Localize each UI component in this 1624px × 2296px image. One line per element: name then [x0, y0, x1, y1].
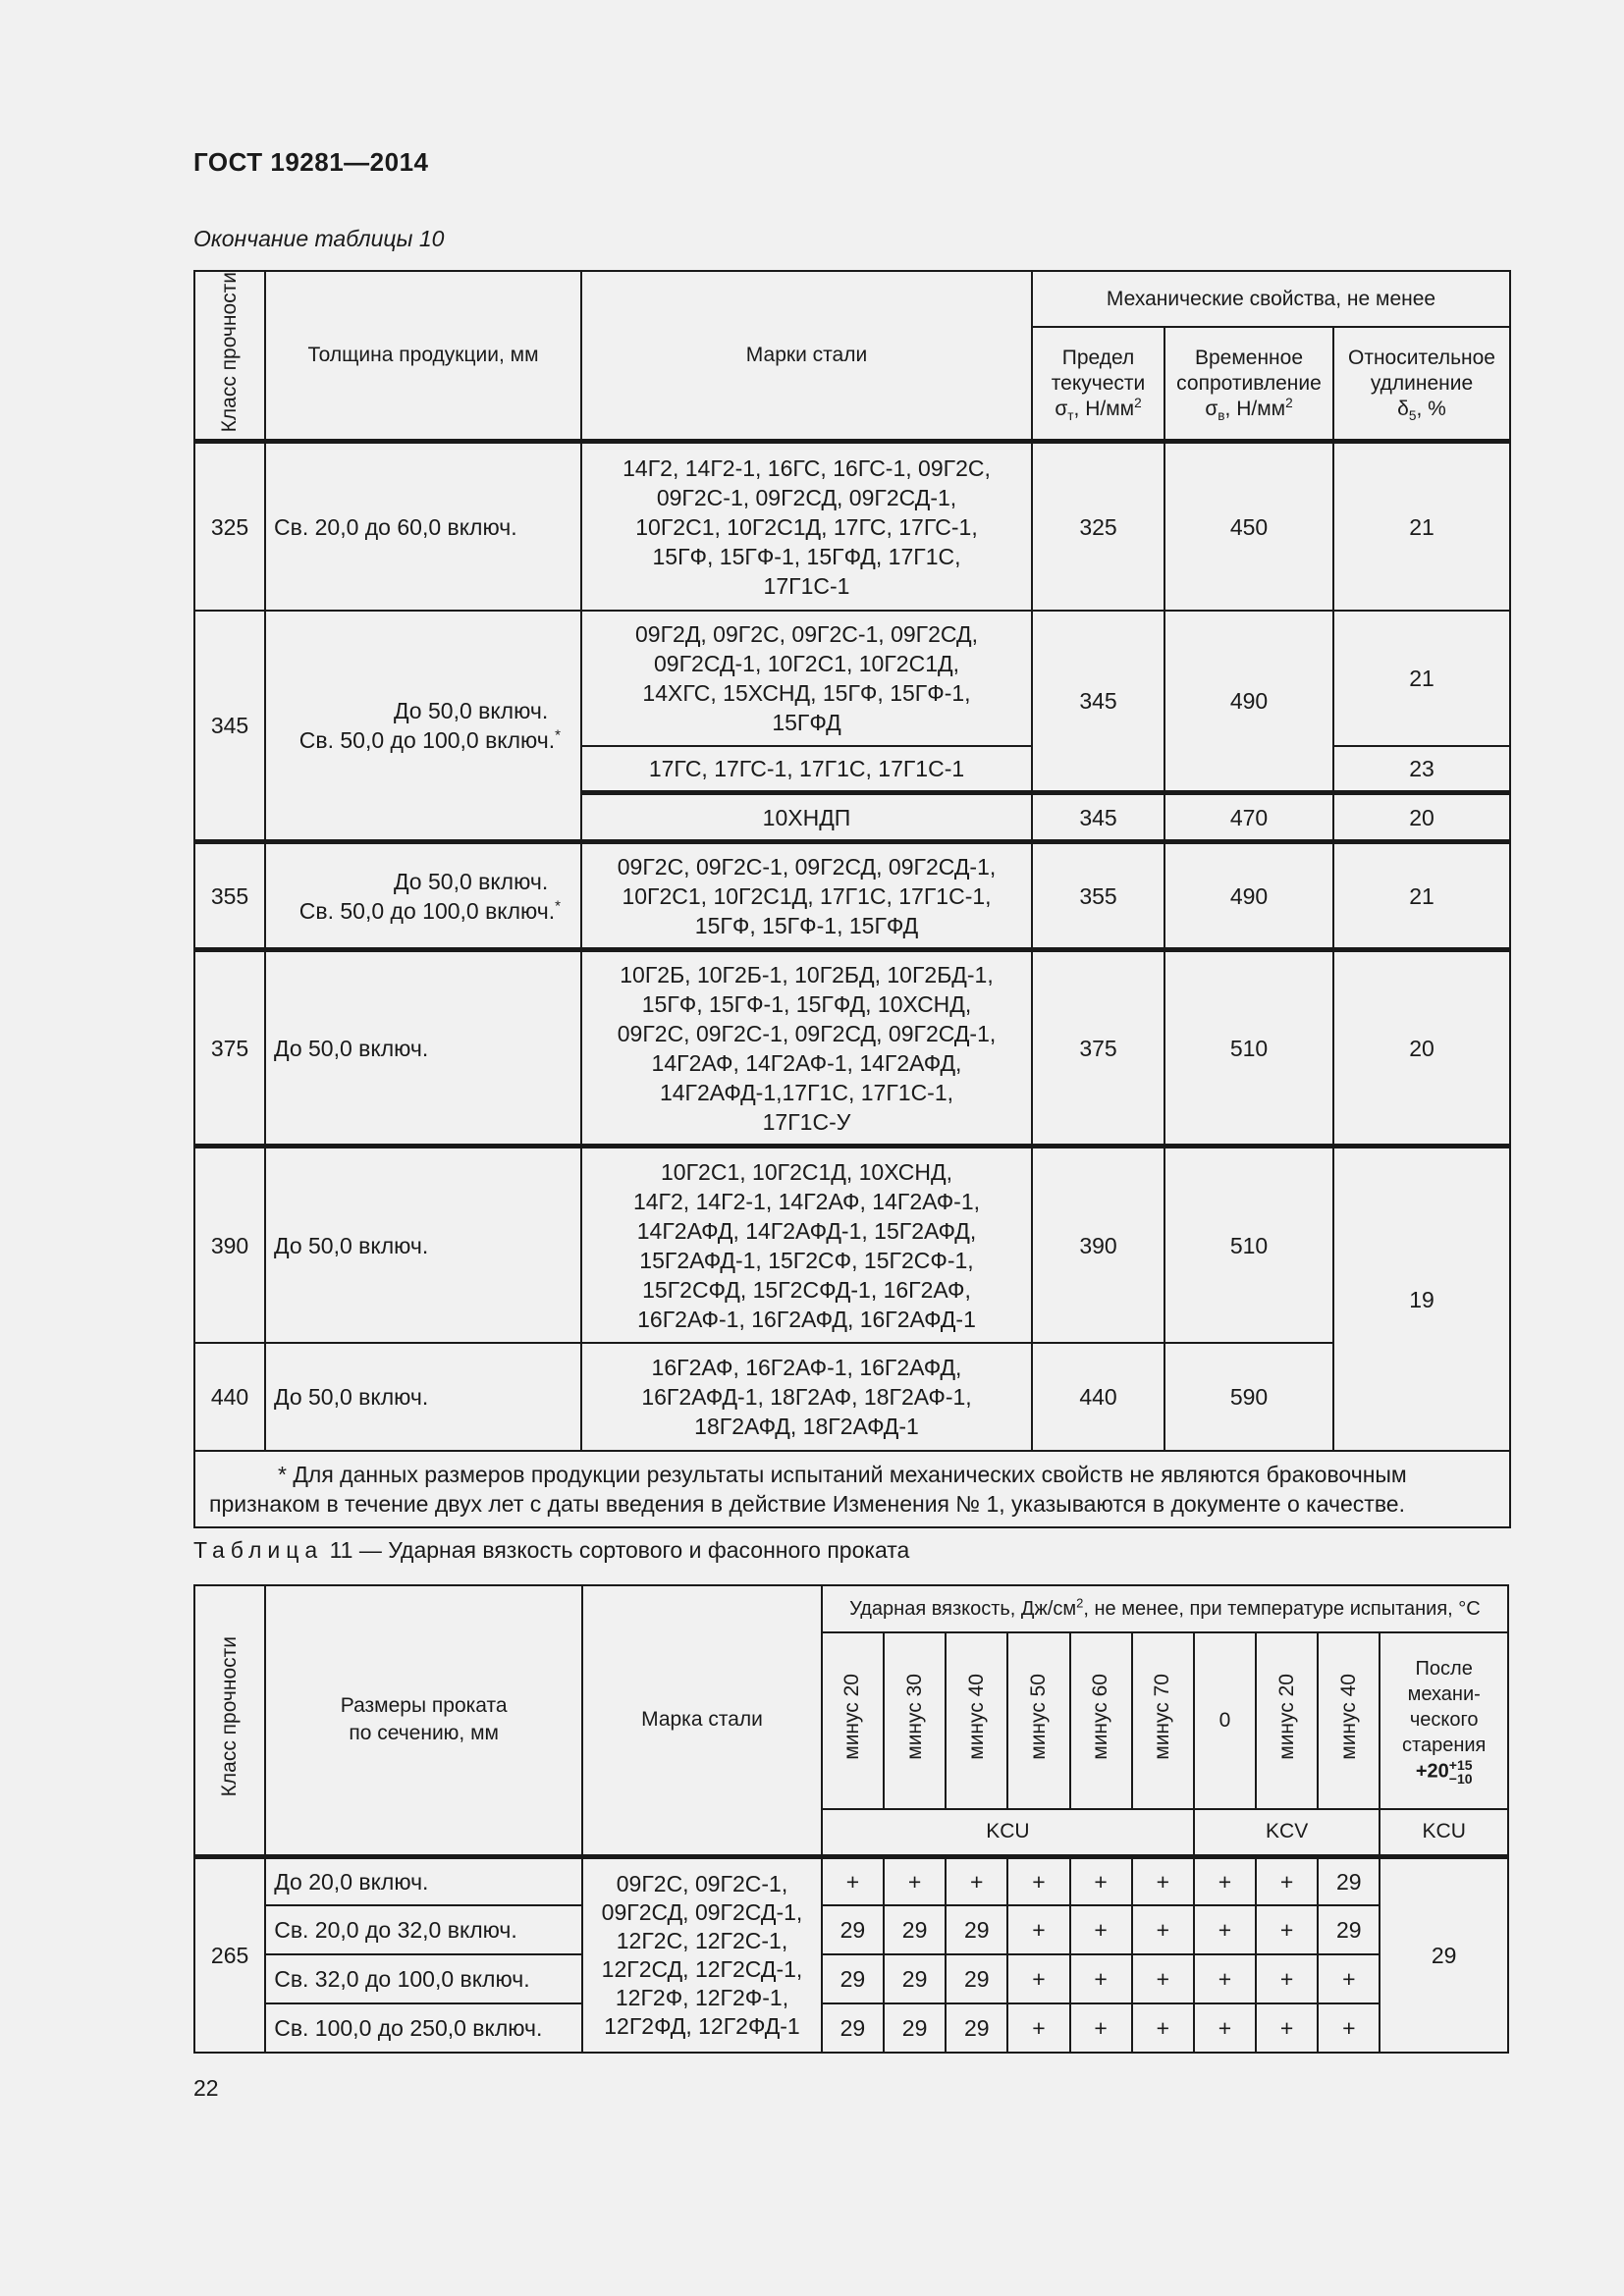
- value-cell: 29: [946, 1905, 1007, 1954]
- class-cell: 265: [194, 1856, 265, 2053]
- page-number: 22: [193, 2075, 219, 2101]
- value-cell: +: [1132, 1905, 1194, 1954]
- value-cell: +: [1194, 1954, 1256, 2003]
- value-cell: 29: [822, 2003, 884, 2053]
- thickness-cell: До 50,0 включ.: [265, 1343, 581, 1451]
- grades-cell: 09Г2С, 09Г2С-1, 09Г2СД, 09Г2СД-1, 10Г2С1, 10Г2С1Д, 17Г1С, 17Г1С-1, 15ГФ, 15ГФ-1, 15ГФД: [581, 842, 1032, 950]
- table-row: [194, 1905, 1508, 1954]
- value-cell: 29: [822, 1954, 884, 2003]
- value-cell: +: [1007, 1954, 1069, 2003]
- thickness-cell: До 50,0 включ. Св. 50,0 до 100,0 включ.*: [265, 611, 581, 842]
- grades-cell: 14Г2, 14Г2-1, 16ГС, 16ГС-1, 09Г2С, 09Г2С-1, 09Г2СД, 09Г2СД-1, 10Г2С1, 10Г2С1Д, 17ГС, 17ГС-1, 15ГФ, 15ГФ-1, 15ГФД, 17Г1С, 17Г1С-1: [581, 442, 1032, 611]
- tensile-cell: 470: [1164, 793, 1333, 842]
- grades-cell: 16Г2АФ, 16Г2АФ-1, 16Г2АФД, 16Г2АФД-1, 18Г2АФ, 18Г2АФ-1, 18Г2АФД, 18Г2АФД-1: [581, 1343, 1032, 1451]
- col-header-temp: минус 20: [1256, 1632, 1318, 1809]
- table-row: [194, 842, 1510, 950]
- thickness-cell: До 50,0 включ.: [265, 950, 581, 1147]
- value-cell: 29: [946, 1954, 1007, 2003]
- value-cell: +: [1132, 1954, 1194, 2003]
- value-cell: 29: [1318, 1856, 1380, 1905]
- table-11: [193, 1584, 1509, 2054]
- table-row: [194, 1954, 1508, 2003]
- col-header-impact: Ударная вязкость, $Дж/см^2$, не менее, при температуре испытания, °C: [822, 1585, 1508, 1632]
- value-cell: +: [1132, 1856, 1194, 1905]
- grades-cell: 10Г2Б, 10Г2Б-1, 10Г2БД, 10Г2БД-1, 15ГФ, 15ГФ-1, 15ГФД, 10ХСНД, 09Г2С, 09Г2С-1, 09Г2СД, 09Г2СД-1, 14Г2АФ, 14Г2АФ-1, 14Г2АФД, 14Г2АФД-1,17Г1С, 17Г1С-1, 17Г1С-У: [581, 950, 1032, 1147]
- value-cell: +: [1256, 1905, 1318, 1954]
- value-cell: +: [1256, 1856, 1318, 1905]
- col-header-class: Класс прочности: [194, 271, 265, 442]
- thickness-cell: До 50,0 включ.: [265, 1147, 581, 1343]
- table-10: [193, 270, 1511, 1528]
- col-header-temp: минус 20: [822, 1632, 884, 1809]
- size-cell: Св. 20,0 до 32,0 включ.: [265, 1905, 582, 1954]
- col-header-temp: 0: [1194, 1632, 1256, 1809]
- size-cell: До 20,0 включ.: [265, 1856, 582, 1905]
- size-cell: Св. 32,0 до 100,0 включ.: [265, 1954, 582, 2003]
- col-header-size: Размеры проката по сечению, мм: [265, 1585, 582, 1856]
- elongation-cell: 21: [1333, 842, 1510, 950]
- table-row: [194, 442, 1510, 611]
- value-cell: +: [1007, 2003, 1069, 2053]
- col-header-temp: минус 70: [1132, 1632, 1194, 1809]
- tensile-cell: 510: [1164, 950, 1333, 1147]
- elongation-cell: 21: [1333, 611, 1510, 746]
- grades-cell: 10ХНДП: [581, 793, 1032, 842]
- grade-cell: 09Г2С, 09Г2С-1, 09Г2СД, 09Г2СД-1, 12Г2С, 12Г2С-1, 12Г2СД, 12Г2СД-1, 12Г2Ф, 12Г2Ф-1, 12Г2ФД, 12Г2ФД-1: [582, 1856, 822, 2053]
- value-cell: +: [1070, 2003, 1132, 2053]
- elongation-cell: 20: [1333, 950, 1510, 1147]
- yield-cell: 325: [1032, 442, 1164, 611]
- value-cell: +: [1070, 1856, 1132, 1905]
- value-cell: +: [1318, 1954, 1380, 2003]
- yield-cell: 440: [1032, 1343, 1164, 1451]
- table-row: [194, 611, 1510, 746]
- aging-value-cell: 29: [1380, 1856, 1508, 2053]
- class-cell: 440: [194, 1343, 265, 1451]
- col-header-temp: минус 60: [1070, 1632, 1132, 1809]
- class-cell: 375: [194, 950, 265, 1147]
- value-cell: +: [1070, 1905, 1132, 1954]
- thickness-cell: До 50,0 включ. Св. 50,0 до 100,0 включ.*: [265, 842, 581, 950]
- yield-cell: 345: [1032, 611, 1164, 793]
- class-cell: 390: [194, 1147, 265, 1343]
- table-row: [194, 2003, 1508, 2053]
- value-cell: 29: [884, 1954, 946, 2003]
- col-header-yield: Предел текучести $\sigma_т$, $Н/мм^2$: [1032, 327, 1164, 442]
- table-row: [194, 1147, 1510, 1343]
- value-cell: +: [822, 1856, 884, 1905]
- elongation-cell: 23: [1333, 746, 1510, 793]
- kcu-aging-label: KCU: [1380, 1809, 1508, 1856]
- elongation-cell: 21: [1333, 442, 1510, 611]
- col-header-mechanical: Механические свойства, не менее: [1032, 271, 1510, 327]
- value-cell: +: [1070, 1954, 1132, 2003]
- value-cell: +: [1007, 1856, 1069, 1905]
- table10-caption: Окончание таблицы 10: [193, 226, 445, 251]
- yield-cell: 375: [1032, 950, 1164, 1147]
- value-cell: 29: [822, 1905, 884, 1954]
- yield-cell: 345: [1032, 793, 1164, 842]
- col-header-temp: минус 40: [1318, 1632, 1380, 1809]
- tensile-cell: 450: [1164, 442, 1333, 611]
- value-cell: +: [946, 1856, 1007, 1905]
- class-cell: 345: [194, 611, 265, 842]
- col-header-grade: Марка стали: [582, 1585, 822, 1856]
- value-cell: +: [1256, 1954, 1318, 2003]
- col-header-elongation: Относительное удлинение $\delta_5$, %: [1333, 327, 1510, 442]
- value-cell: +: [1318, 2003, 1380, 2053]
- value-cell: +: [1007, 1905, 1069, 1954]
- tensile-cell: 510: [1164, 1147, 1333, 1343]
- col-header-tensile: Временное сопротивление $\sigma_в$, $Н/мм^2$: [1164, 327, 1333, 442]
- col-header-temp: минус 40: [946, 1632, 1007, 1809]
- value-cell: +: [1132, 2003, 1194, 2053]
- value-cell: 29: [946, 2003, 1007, 2053]
- table11-caption: Таблица 11 — Ударная вязкость сортового и фасонного проката: [193, 1537, 910, 1563]
- value-cell: 29: [884, 2003, 946, 2053]
- tensile-cell: 590: [1164, 1343, 1333, 1451]
- value-cell: +: [1194, 2003, 1256, 2053]
- col-header-class: Класс прочности: [194, 1585, 265, 1856]
- yield-cell: 355: [1032, 842, 1164, 950]
- value-cell: +: [1194, 1856, 1256, 1905]
- col-header-aging: После механи- ческого старения +20+15 −10: [1380, 1632, 1508, 1809]
- yield-cell: 390: [1032, 1147, 1164, 1343]
- class-cell: 325: [194, 442, 265, 611]
- col-header-thickness: Толщина продукции, мм: [265, 271, 581, 442]
- col-header-temp: минус 30: [884, 1632, 946, 1809]
- elongation-cell: 19: [1333, 1147, 1510, 1451]
- col-header-grades: Марки стали: [581, 271, 1032, 442]
- tensile-cell: 490: [1164, 842, 1333, 950]
- table-row: [194, 1343, 1510, 1451]
- table-row: [194, 950, 1510, 1147]
- grades-cell: 17ГС, 17ГС-1, 17Г1С, 17Г1С-1: [581, 746, 1032, 793]
- value-cell: 29: [1318, 1905, 1380, 1954]
- document-header: ГОСТ 19281—2014: [193, 147, 429, 177]
- grades-cell: 09Г2Д, 09Г2С, 09Г2С-1, 09Г2СД, 09Г2СД-1, 10Г2С1, 10Г2С1Д, 14ХГС, 15ХСНД, 15ГФ, 15ГФ-1, 15ГФД: [581, 611, 1032, 746]
- value-cell: +: [1194, 1905, 1256, 1954]
- value-cell: +: [884, 1856, 946, 1905]
- size-cell: Св. 100,0 до 250,0 включ.: [265, 2003, 582, 2053]
- elongation-cell: 20: [1333, 793, 1510, 842]
- kcu-label: KCU: [822, 1809, 1194, 1856]
- value-cell: 29: [884, 1905, 946, 1954]
- thickness-cell: Св. 20,0 до 60,0 включ.: [265, 442, 581, 611]
- value-cell: +: [1256, 2003, 1318, 2053]
- tensile-cell: 490: [1164, 611, 1333, 793]
- col-header-temp: минус 50: [1007, 1632, 1069, 1809]
- class-cell: 355: [194, 842, 265, 950]
- table-row: [194, 1856, 1508, 1905]
- grades-cell: 10Г2С1, 10Г2С1Д, 10ХСНД, 14Г2, 14Г2-1, 14Г2АФ, 14Г2АФ-1, 14Г2АФД, 14Г2АФД-1, 15Г2АФД, 15Г2АФД-1, 15Г2СФ, 15Г2СФ-1, 15Г2СФД, 15Г2СФД-1, 16Г2АФ, 16Г2АФ-1, 16Г2АФД, 16Г2АФД-1: [581, 1147, 1032, 1343]
- kcv-label: KCV: [1194, 1809, 1380, 1856]
- table10-footnote: * Для данных размеров продукции результаты испытаний механических свойств не являются браковочным признаком в течение двух лет с даты введения в действие Изменения № 1, указываются в документе о качестве.: [194, 1451, 1510, 1527]
